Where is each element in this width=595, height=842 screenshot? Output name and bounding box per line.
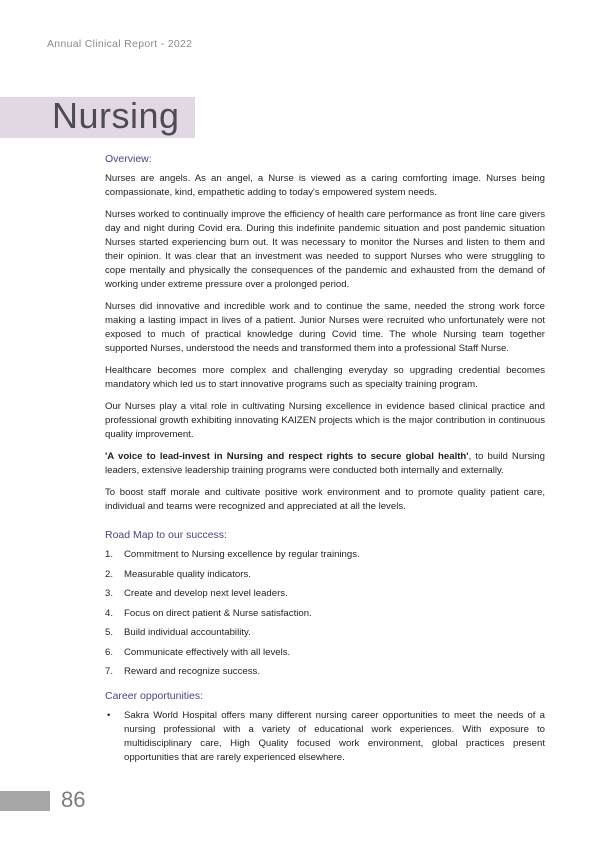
list-text: Communicate effectively with all levels. [124, 646, 291, 658]
slogan-bold: 'A voice to lead-invest in Nursing and respect rights to secure global health' [105, 451, 469, 462]
list-item [105, 548, 545, 562]
main-content [105, 152, 545, 765]
overview-paragraph-3: Nurses did innovative and incredible work and to continue the same, needed the strong work force making a lasting impact in lives of a patient. Junior Nurses were recruited who unfortunately were not exposed to much of practical knowledge during Covid time. The whole Nursing team together supported Nurses, understood the needs and transformed them into a professional Staff Nurse. [105, 301, 545, 354]
page-number: 86 [61, 787, 86, 812]
overview-paragraph-6 [105, 450, 545, 478]
list-item [105, 587, 545, 601]
career-text: Sakra World Hospital offers many different nursing career opportunities to meet the needs of a nursing professional with a variety of educational work experiences. With exposure to multidisciplinary care, High Quality focused work environment, global practices present opportunities that are rarely experienced elsewhere. [124, 710, 545, 763]
list-item [105, 646, 545, 660]
list-item [105, 626, 545, 640]
career-heading: Career opportunities: [105, 690, 204, 702]
list-item [105, 709, 545, 765]
list-item [105, 665, 545, 679]
overview-paragraph-1: Nurses are angels. As an angel, a Nurse is viewed as a caring comforting image. Nurses being compassionate, kind, empathetic adding to today's empowered system needs. [105, 173, 545, 198]
slogan-rest: , to build Nursing leaders, extensive leadership training programs were conducted both internally and externally. [105, 451, 545, 476]
overview-paragraph-5: Our Nurses play a vital role in cultivating Nursing excellence in evidence based clinical practice and professional growth exhibiting innovating KAIZEN projects which is the major contribution in continuous quality improvement. [105, 401, 545, 440]
list-number: 7. [105, 666, 114, 677]
list-text: Build individual accountability. [124, 627, 251, 638]
list-number: 4. [105, 607, 114, 619]
list-text: Commitment to Nursing excellence by regular trainings. [124, 549, 360, 560]
overview-paragraph-7: To boost staff morale and cultivate positive work environment and to promote quality patient care, individual and teams were recognized and appreciated at all the levels. [105, 487, 545, 512]
list-item [105, 607, 545, 621]
running-head: Annual Clinical Report - 2022 [47, 38, 193, 50]
list-number: 1. [105, 549, 114, 560]
career-list [105, 709, 545, 765]
list-number: 6. [105, 646, 114, 658]
roadmap-heading: Road Map to our success: [105, 529, 227, 541]
list-number: 3. [105, 588, 114, 599]
bullet-icon: • [107, 710, 111, 721]
roadmap-list [105, 548, 545, 679]
overview-paragraph-2: Nurses worked to continually improve the efficiency of health care performance as front line care givers day and night during Covid era. During this indefinite pandemic situation and post pandemic situation Nurses started experiencing burn out. It was necessary to monitor the Nurses and listen to them and their opinion. It was clear that an investment was needed to support Nurses who were struggling to cope mentally and physically the consequences of the pandemic and exhausted from the demand of working under extreme pressure over a prolonged period. [105, 209, 545, 290]
footer-bar [0, 791, 50, 811]
list-number: 2. [105, 568, 114, 580]
overview-heading: Overview: [105, 153, 152, 165]
list-item [105, 568, 545, 582]
list-text: Focus on direct patient & Nurse satisfaction. [124, 607, 312, 619]
list-text: Measurable quality indicators. [124, 568, 251, 580]
list-text: Create and develop next level leaders. [124, 588, 288, 599]
page-title: Nursing [52, 95, 180, 136]
list-text: Reward and recognize success. [124, 666, 260, 677]
overview-paragraph-4: Healthcare becomes more complex and challenging everyday so upgrading credential becomes mandatory which led us to start innovative programs such as specialty training program. [105, 365, 545, 390]
list-number: 5. [105, 627, 114, 638]
